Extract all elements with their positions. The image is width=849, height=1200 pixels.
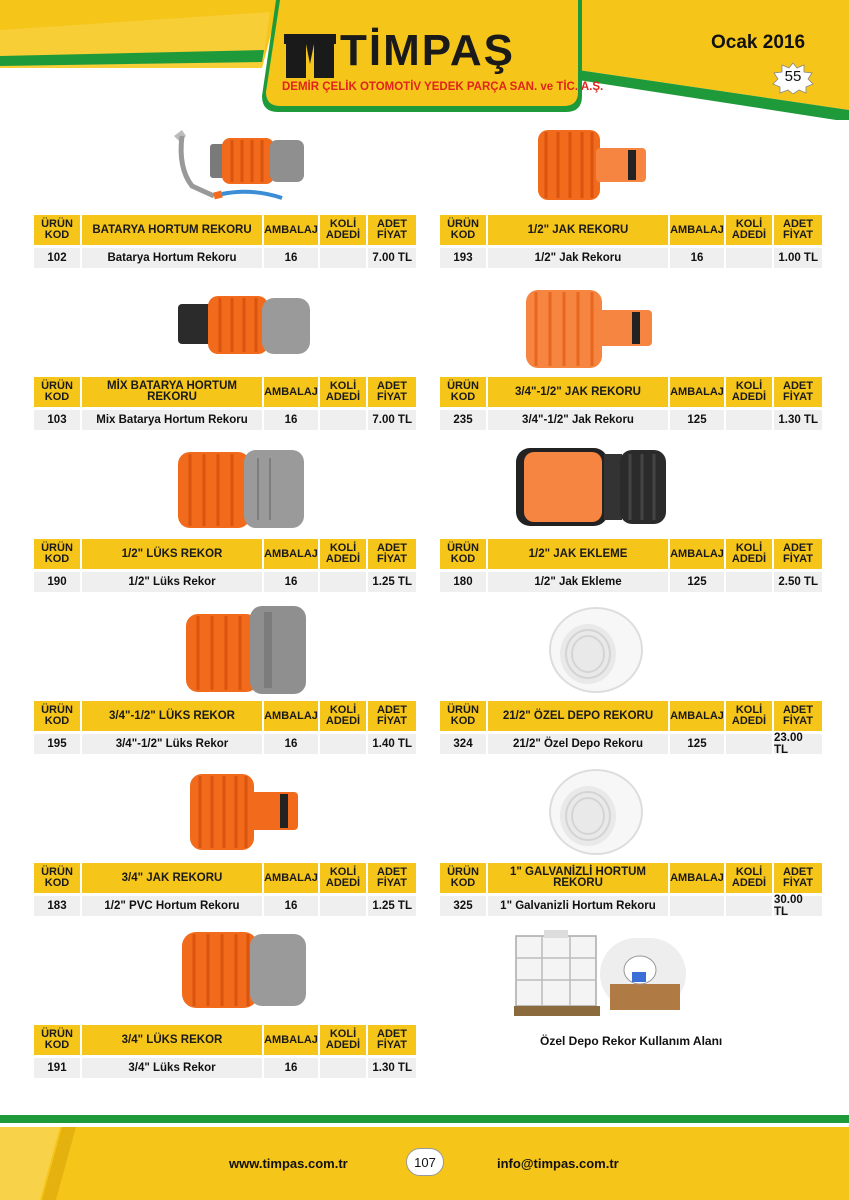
- white-galvanized-fitting-image: [546, 766, 646, 858]
- unit-price-header: ADET FİYAT: [368, 377, 416, 407]
- product-title: BATARYA HORTUM REKORU: [82, 215, 262, 245]
- package-header: AMBALAJ: [264, 377, 318, 407]
- product-name: Batarya Hortum Rekoru: [82, 248, 262, 268]
- jak-ekleme-image: [512, 444, 672, 530]
- product-name: 1/2" Jak Ekleme: [488, 572, 668, 592]
- box-qty-header: KOLİ ADEDİ: [320, 701, 366, 731]
- package-value: 125: [670, 410, 724, 430]
- box-qty-header: KOLİ ADEDİ: [320, 539, 366, 569]
- unit-price-header: ADET FİYAT: [774, 539, 822, 569]
- mix-batarya-fitting-image: [174, 290, 314, 362]
- jak-connector-image: [532, 124, 662, 204]
- website-link[interactable]: www.timpas.com.tr: [229, 1156, 348, 1171]
- product-code: 102: [34, 248, 80, 268]
- table-row: [34, 572, 416, 592]
- price-value: 30.00 TL: [774, 896, 822, 916]
- product-name: 1/2" Jak Rekoru: [488, 248, 668, 268]
- product-name: 3/4"-1/2" Jak Rekoru: [488, 410, 668, 430]
- price-value: 1.00 TL: [774, 248, 822, 268]
- product-name: 3/4" Lüks Rekor: [82, 1058, 262, 1078]
- code-header: ÜRÜN KOD: [440, 215, 486, 245]
- product-code: 193: [440, 248, 486, 268]
- code-header: ÜRÜN KOD: [34, 1025, 80, 1055]
- box-qty-value: [726, 896, 772, 916]
- jak-connector-image: [520, 286, 660, 370]
- package-header: AMBALAJ: [264, 215, 318, 245]
- footer-page-number: 107: [406, 1148, 444, 1176]
- package-value: 16: [670, 248, 724, 268]
- table-row: [34, 896, 416, 916]
- jak-connector-image: [184, 768, 304, 856]
- usage-caption: Özel Depo Rekor Kullanım Alanı: [540, 1034, 723, 1048]
- box-qty-value: [726, 572, 772, 592]
- table-row: [34, 734, 416, 754]
- brand-name: TİMPAŞ: [340, 26, 515, 75]
- price-value: 1.30 TL: [774, 410, 822, 430]
- product-code: 324: [440, 734, 486, 754]
- product-title: 21/2" ÖZEL DEPO REKORU: [488, 701, 668, 731]
- luks-rekor-image: [174, 446, 310, 532]
- box-qty-header: KOLİ ADEDİ: [726, 377, 772, 407]
- product-name: 1" Galvanizli Hortum Rekoru: [488, 896, 668, 916]
- box-qty-value: [320, 896, 366, 916]
- package-value: 16: [264, 734, 318, 754]
- box-qty-header: KOLİ ADEDİ: [320, 1025, 366, 1055]
- price-value: 1.25 TL: [368, 896, 416, 916]
- product-title: 1" GALVANİZLİ HORTUM REKORU: [488, 863, 668, 893]
- batarya-hose-fitting-image: [162, 124, 312, 204]
- unit-price-header: ADET FİYAT: [368, 215, 416, 245]
- luks-rekor-image: [178, 928, 310, 1012]
- package-value: 16: [264, 248, 318, 268]
- product-title: 1/2" JAK EKLEME: [488, 539, 668, 569]
- box-qty-value: [320, 734, 366, 754]
- package-header: AMBALAJ: [670, 539, 724, 569]
- box-qty-header: KOLİ ADEDİ: [320, 215, 366, 245]
- unit-price-header: ADET FİYAT: [774, 701, 822, 731]
- unit-price-header: ADET FİYAT: [368, 863, 416, 893]
- table-row: [440, 572, 822, 592]
- unit-price-header: ADET FİYAT: [774, 377, 822, 407]
- product-code: 183: [34, 896, 80, 916]
- product-name: 21/2" Özel Depo Rekoru: [488, 734, 668, 754]
- product-title: 1/2" LÜKS REKOR: [82, 539, 262, 569]
- price-value: 1.40 TL: [368, 734, 416, 754]
- company-name: DEMİR ÇELİK OTOMOTİV YEDEK PARÇA SAN. ve TİC. A.Ş.: [282, 81, 604, 93]
- box-qty-value: [320, 248, 366, 268]
- box-qty-header: KOLİ ADEDİ: [726, 215, 772, 245]
- package-value: 16: [264, 410, 318, 430]
- box-qty-header: KOLİ ADEDİ: [320, 377, 366, 407]
- code-header: ÜRÜN KOD: [34, 377, 80, 407]
- code-header: ÜRÜN KOD: [440, 377, 486, 407]
- package-header: AMBALAJ: [264, 863, 318, 893]
- email-link[interactable]: info@timpas.com.tr: [497, 1156, 619, 1171]
- table-row: [440, 410, 822, 430]
- code-header: ÜRÜN KOD: [440, 539, 486, 569]
- package-header: AMBALAJ: [670, 215, 724, 245]
- package-value: 16: [264, 896, 318, 916]
- catalog-date: Ocak 2016: [711, 32, 806, 53]
- code-header: ÜRÜN KOD: [440, 701, 486, 731]
- table-row: [34, 410, 416, 430]
- box-qty-value: [726, 410, 772, 430]
- ibc-tank-usage-image: [514, 928, 688, 1018]
- box-qty-header: KOLİ ADEDİ: [726, 863, 772, 893]
- package-value: 125: [670, 734, 724, 754]
- product-code: 195: [34, 734, 80, 754]
- box-qty-header: KOLİ ADEDİ: [320, 863, 366, 893]
- table-row: [440, 896, 822, 916]
- unit-price-header: ADET FİYAT: [774, 215, 822, 245]
- package-header: AMBALAJ: [670, 377, 724, 407]
- product-title: MİX BATARYA HORTUM REKORU: [82, 377, 262, 407]
- code-header: ÜRÜN KOD: [34, 215, 80, 245]
- box-qty-value: [726, 734, 772, 754]
- product-title: 3/4"-1/2" JAK REKORU: [488, 377, 668, 407]
- page-header: [0, 0, 849, 120]
- product-code: 235: [440, 410, 486, 430]
- box-qty-value: [320, 572, 366, 592]
- price-value: 2.50 TL: [774, 572, 822, 592]
- luks-rekor-image: [180, 604, 310, 696]
- product-name: 1/2" PVC Hortum Rekoru: [82, 896, 262, 916]
- product-code: 325: [440, 896, 486, 916]
- product-title: 3/4"-1/2" LÜKS REKOR: [82, 701, 262, 731]
- price-value: 7.00 TL: [368, 410, 416, 430]
- code-header: ÜRÜN KOD: [34, 701, 80, 731]
- package-header: AMBALAJ: [264, 539, 318, 569]
- product-code: 190: [34, 572, 80, 592]
- unit-price-header: ADET FİYAT: [368, 1025, 416, 1055]
- product-code: 180: [440, 572, 486, 592]
- product-code: 103: [34, 410, 80, 430]
- product-title: 3/4" JAK REKORU: [82, 863, 262, 893]
- package-value: [670, 896, 724, 916]
- product-title: 3/4" LÜKS REKOR: [82, 1025, 262, 1055]
- price-value: 1.25 TL: [368, 572, 416, 592]
- table-row: [440, 248, 822, 268]
- price-value: 1.30 TL: [368, 1058, 416, 1078]
- page-badge: 55: [784, 68, 802, 85]
- unit-price-header: ADET FİYAT: [774, 863, 822, 893]
- product-name: 1/2" Lüks Rekor: [82, 572, 262, 592]
- unit-price-header: ADET FİYAT: [368, 701, 416, 731]
- product-name: 3/4"-1/2" Lüks Rekor: [82, 734, 262, 754]
- code-header: ÜRÜN KOD: [34, 863, 80, 893]
- package-value: 125: [670, 572, 724, 592]
- product-title: 1/2" JAK REKORU: [488, 215, 668, 245]
- package-header: AMBALAJ: [670, 701, 724, 731]
- box-qty-value: [320, 410, 366, 430]
- white-depot-fitting-image: [546, 604, 646, 696]
- price-value: 23.00 TL: [774, 734, 822, 754]
- package-header: AMBALAJ: [670, 863, 724, 893]
- box-qty-header: KOLİ ADEDİ: [726, 701, 772, 731]
- code-header: ÜRÜN KOD: [440, 863, 486, 893]
- table-row: [440, 734, 822, 754]
- code-header: ÜRÜN KOD: [34, 539, 80, 569]
- table-row: [34, 1058, 416, 1078]
- package-value: 16: [264, 572, 318, 592]
- package-header: AMBALAJ: [264, 701, 318, 731]
- package-value: 16: [264, 1058, 318, 1078]
- box-qty-value: [320, 1058, 366, 1078]
- box-qty-header: KOLİ ADEDİ: [726, 539, 772, 569]
- unit-price-header: ADET FİYAT: [368, 539, 416, 569]
- package-header: AMBALAJ: [264, 1025, 318, 1055]
- product-name: Mix Batarya Hortum Rekoru: [82, 410, 262, 430]
- table-row: [34, 248, 416, 268]
- product-code: 191: [34, 1058, 80, 1078]
- price-value: 7.00 TL: [368, 248, 416, 268]
- box-qty-value: [726, 248, 772, 268]
